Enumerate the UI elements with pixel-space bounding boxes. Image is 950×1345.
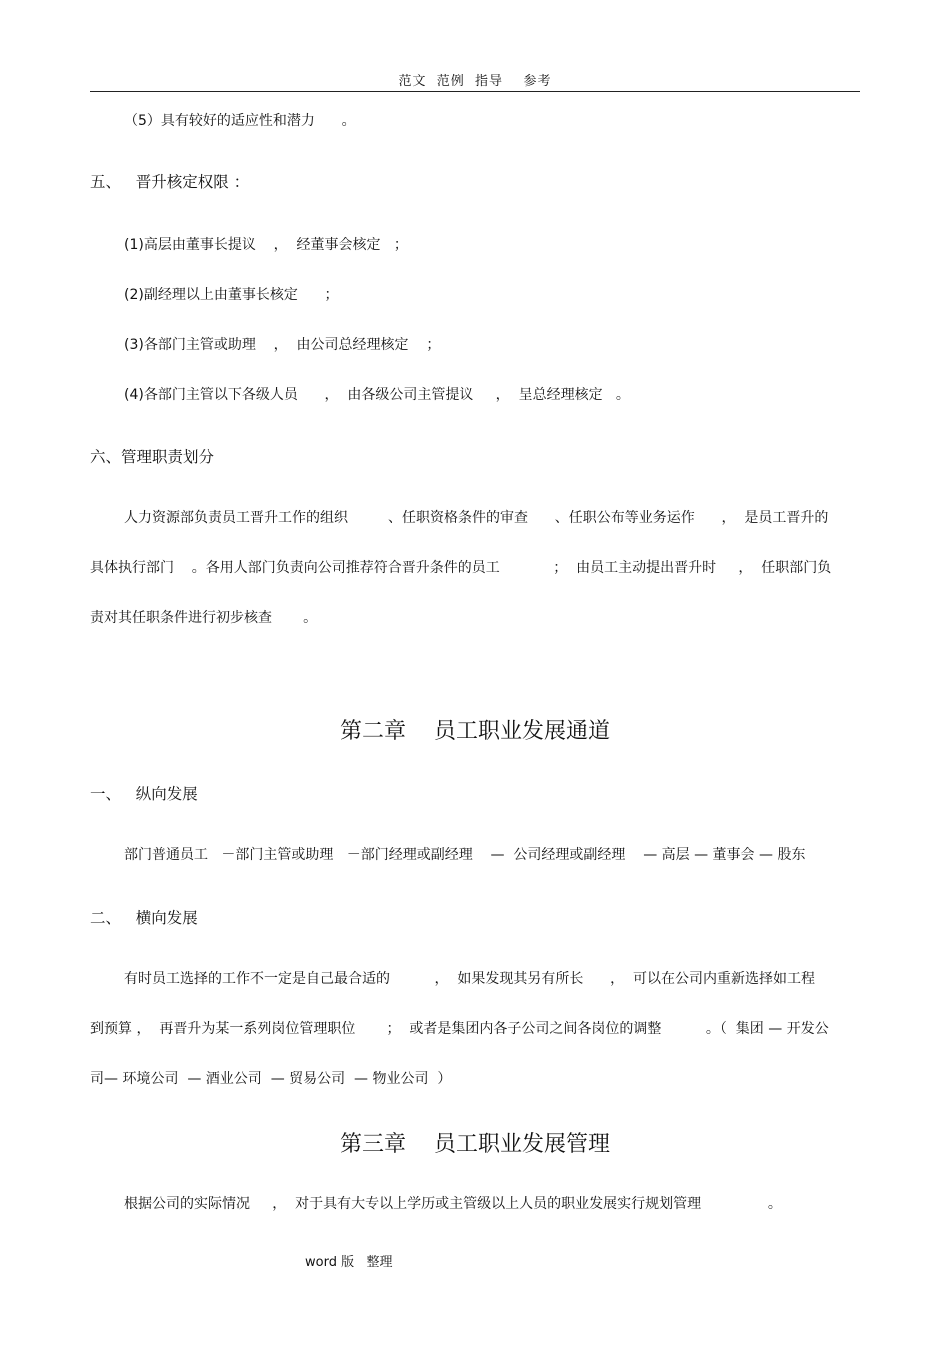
header-rule bbox=[90, 91, 860, 92]
chapter-2-title: 第二章 员工职业发展通道 bbox=[340, 719, 610, 744]
horizontal-development-heading: 二、 横向发展 bbox=[90, 909, 198, 927]
chapter-3-title: 第三章 员工职业发展管理 bbox=[340, 1132, 610, 1157]
section-heading-6: 六、管理职责划分 bbox=[90, 448, 215, 466]
authority-item-4: (4)各部门主管以下各级人员 ， 由各级公司主管提议 ， 呈总经理核定 。 bbox=[124, 387, 630, 403]
horizontal-paragraph-line-3: 司— 环境公司 — 酒业公司 — 贸易公司 — 物业公司 ） bbox=[90, 1071, 452, 1087]
page-footer: word 版 整理 bbox=[305, 1255, 393, 1270]
responsibility-paragraph-line-3: 责对其任职条件进行初步核查 。 bbox=[90, 610, 318, 626]
authority-item-2: (2)副经理以上由董事长核定 ； bbox=[124, 287, 339, 303]
authority-item-3: (3)各部门主管或助理 ， 由公司总经理核定 ； bbox=[124, 337, 441, 353]
authority-item-1: (1)高层由董事长提议 ， 经董事会核定 ； bbox=[124, 237, 408, 253]
section-heading-5: 五、 晋升核定权限 ： bbox=[90, 173, 250, 191]
horizontal-paragraph-line-2: 到预算 ， 再晋升为某一系列岗位管理职位 ； 或者是集团内各子公司之间各岗位的调整 。（ 集团 — 开发公 bbox=[90, 1021, 829, 1037]
vertical-development-heading: 一、 纵向发展 bbox=[90, 785, 198, 803]
page-header: 范文 范例 指导 参考 bbox=[398, 74, 552, 89]
item-5-adaptability: （5）具有较好的适应性和潜力 。 bbox=[124, 113, 356, 129]
responsibility-paragraph-line-1: 人力资源部负责员工晋升工作的组织 、任职资格条件的审查 、任职公布等业务运作 ， 是员工晋升的 bbox=[124, 510, 829, 526]
vertical-career-path: 部门普通员工 －部门主管或助理 －部门经理或副经理 — 公司经理或副经理 — 高层 — 董事会 — 股东 bbox=[124, 847, 806, 863]
management-paragraph: 根据公司的实际情况 ， 对于具有大专以上学历或主管级以上人员的职业发展实行规划管理 。 bbox=[124, 1196, 782, 1212]
responsibility-paragraph-line-2: 具体执行部门 。各用人部门负责向公司推荐符合晋升条件的员工 ； 由员工主动提出晋升时 ， 任职部门负 bbox=[90, 560, 832, 576]
horizontal-paragraph-line-1: 有时员工选择的工作不一定是自己最合适的 ， 如果发现其另有所长 ， 可以在公司内重新选择如工程 bbox=[124, 971, 816, 987]
